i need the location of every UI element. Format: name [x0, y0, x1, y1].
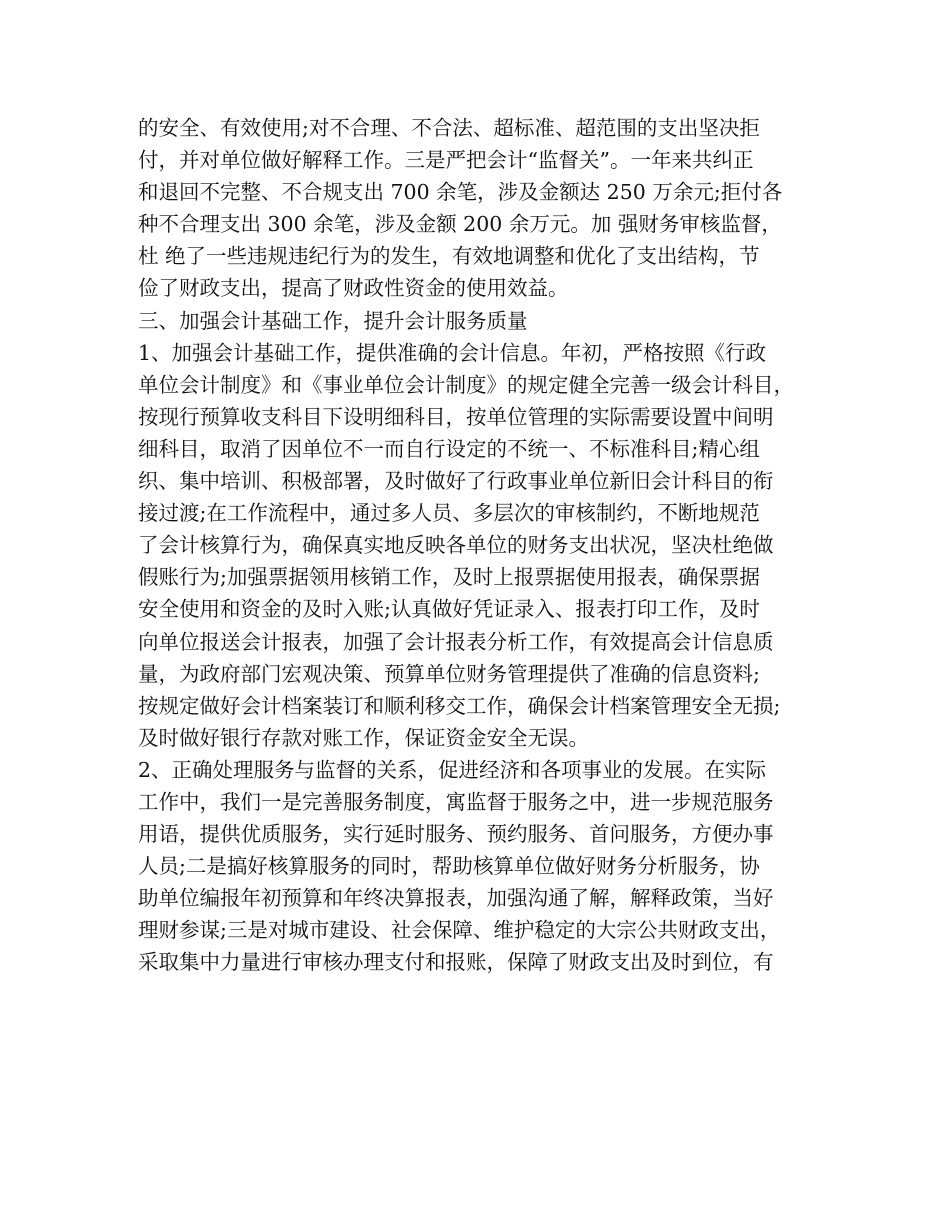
text-line: 量，为政府部门宏观决策、预算单位财务管理提供了准确的信息资料; — [138, 661, 760, 686]
text-line: 了会计核算行为，确保真实地反映各单位的财务支出状况，坚决杜绝做 — [138, 533, 774, 558]
text-line: 单位会计制度》和《事业单位会计制度》的规定健全完善一级会计科目， — [138, 372, 794, 397]
text-line: 种不合理支出 300 余笔，涉及金额 200 余万元。加 强财务审核监督， — [138, 212, 782, 237]
text-line: 的安全、有效使用;对不合理、不合法、超标准、超范围的支出坚决拒 — [138, 116, 760, 140]
section-heading: 三、加强会计基础工作，提升会计服务质量 — [138, 308, 528, 333]
text-line: 付，并对单位做好解释工作。三是严把会计“监督关”。一年来共纠正 — [138, 148, 754, 173]
text-line: 人员;二是搞好核算服务的同时，帮助核算单位做好财务分析服务，协 — [138, 854, 760, 879]
text-line: 杜 绝了一些违规违纪行为的发生，有效地调整和优化了支出结构，节 — [138, 244, 760, 269]
text-line: 采取集中力量进行审核办理支付和报账，保障了财政支出及时到位，有 — [138, 950, 774, 975]
text-line: 假账行为;加强票据领用核销工作，及时上报票据使用报表，确保票据 — [138, 565, 760, 590]
text-line: 2、正确处理服务与监督的关系，促进经济和各项事业的发展。在实际 — [138, 757, 767, 782]
text-line: 工作中，我们一是完善服务制度，寓监督于服务之中，进一步规范服务 — [138, 789, 774, 814]
text-line: 安全使用和资金的及时入账;认真做好凭证录入、报表打印工作，及时 — [138, 597, 760, 622]
text-line: 及时做好银行存款对账工作，保证资金安全无误。 — [138, 725, 589, 750]
text-line: 和退回不完整、不合规支出 700 余笔，涉及金额达 250 万余元;拒付各 — [138, 180, 783, 205]
text-line: 按规定做好会计档案装订和顺利移交工作，确保会计档案管理安全无损; — [138, 693, 781, 718]
text-line: 按现行预算收支科目下设明细科目，按单位管理的实际需要设置中间明 — [138, 404, 774, 429]
text-line: 俭了财政支出，提高了财政性资金的使用效益。 — [138, 276, 569, 301]
text-line: 助单位编报年初预算和年终决算报表，加强沟通了解，解释政策，当好 — [138, 886, 774, 911]
text-line: 1、加强会计基础工作，提供准确的会计信息。年初，严格按照《行政 — [138, 340, 767, 365]
text-line: 用语，提供优质服务，实行延时服务、预约服务、首问服务，方便办事 — [138, 822, 774, 847]
text-line: 向单位报送会计报表，加强了会计报表分析工作，有效提高会计信息质 — [138, 629, 774, 654]
text-line: 细科目，取消了因单位不一而自行设定的不统一、不标准科目;精心组 — [138, 436, 760, 461]
text-line: 织、集中培训、积极部署，及时做好了行政事业单位新旧会计科目的衔 — [138, 469, 774, 494]
body-text — [138, 112, 818, 979]
text-line: 接过渡;在工作流程中，通过多人员、多层次的审核制约，不断地规范 — [138, 501, 760, 526]
text-line: 理财参谋;三是对城市建设、社会保障、维护稳定的大宗公共财政支出， — [138, 918, 781, 943]
